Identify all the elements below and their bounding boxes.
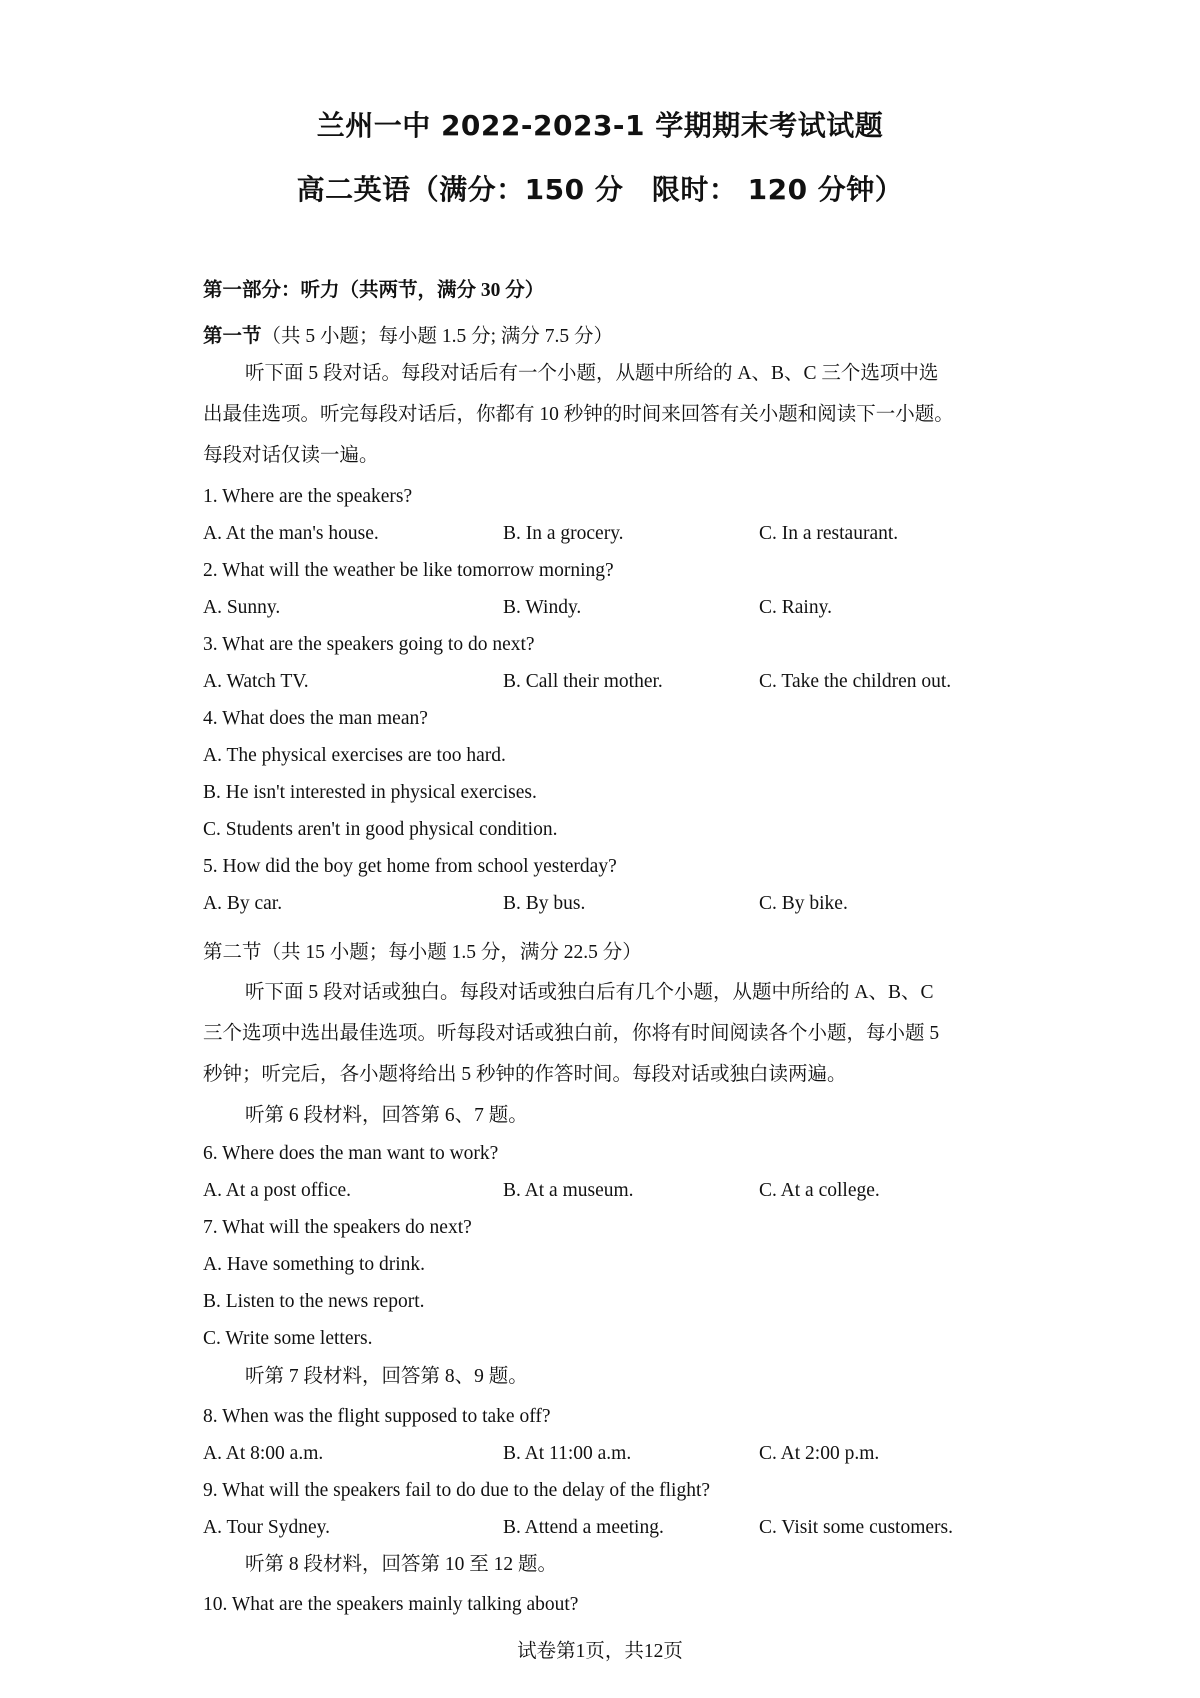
section1-heading-rest: （共 5 小题；每小题 1.5 分; 满分 7.5 分） (261, 326, 614, 347)
section2-instruction-line: 听下面 5 段对话或独白。每段对话或独白后有几个小题，从题中所给的 A、B、C (245, 982, 934, 1003)
section2-heading: 第二节（共 15 小题；每小题 1.5 分，满分 22.5 分） (203, 942, 642, 963)
option-c: C. Students aren't in good physical condition. (203, 819, 558, 840)
material-8-note: 听第 8 段材料，回答第 10 至 12 题。 (245, 1554, 558, 1575)
option-b: B. Listen to the news report. (203, 1291, 425, 1312)
option-a: A. At the man's house. (203, 523, 379, 544)
option-b: B. Call their mother. (503, 671, 663, 692)
option-b: B. By bus. (503, 893, 586, 914)
question-text: 5. How did the boy get home from school yesterday? (203, 856, 617, 877)
option-c: C. Visit some customers. (759, 1517, 954, 1538)
question-text: 6. Where does the man want to work? (203, 1143, 499, 1164)
option-c: C. Rainy. (759, 597, 832, 618)
option-a: A. By car. (203, 893, 283, 914)
page-footer: 试卷第1页，共12页 (517, 1641, 683, 1662)
option-a: A. At a post office. (203, 1180, 352, 1201)
option-c: C. At 2:00 p.m. (759, 1443, 880, 1464)
exam-subtitle: 高二英语（满分：150 分 限时： 120 分钟） (296, 173, 904, 206)
section1-heading (203, 325, 1003, 349)
exam-title: 兰州一中 2022-2023-1 学期期末考试试题 (316, 109, 884, 142)
option-a: A. Tour Sydney. (203, 1517, 331, 1538)
option-a: A. Have something to drink. (203, 1254, 426, 1275)
part1-heading: 第一部分：听力（共两节，满分 30 分） (203, 280, 545, 301)
material-6-note: 听第 6 段材料，回答第 6、7 题。 (245, 1105, 528, 1126)
option-c: C. Write some letters. (203, 1328, 373, 1349)
question-text: 4. What does the man mean? (203, 708, 428, 729)
question-text: 9. What will the speakers fail to do due to the delay of the flight? (203, 1480, 711, 1501)
option-b: B. He isn't interested in physical exercises. (203, 782, 537, 803)
option-b: B. In a grocery. (503, 523, 624, 544)
option-c: C. Take the children out. (759, 671, 952, 692)
option-b: B. At a museum. (503, 1180, 634, 1201)
section1-heading-label: 第一节 (203, 326, 262, 347)
option-b: B. At 11:00 a.m. (503, 1443, 632, 1464)
option-c: C. By bike. (759, 893, 848, 914)
question-text: 3. What are the speakers going to do next? (203, 634, 535, 655)
material-7-note: 听第 7 段材料，回答第 8、9 题。 (245, 1366, 528, 1387)
section1-instruction-line: 听下面 5 段对话。每段对话后有一个小题，从题中所给的 A、B、C 三个选项中选 (245, 363, 939, 384)
section1-instruction-line: 每段对话仅读一遍。 (203, 445, 379, 466)
option-a: A. Sunny. (203, 597, 281, 618)
question-text: 10. What are the speakers mainly talking about? (203, 1594, 579, 1615)
section2-instruction-line: 秒钟；听完后，各小题将给出 5 秒钟的作答时间。每段对话或独白读两遍。 (203, 1064, 847, 1085)
option-a: A. Watch TV. (203, 671, 309, 692)
option-a: A. At 8:00 a.m. (203, 1443, 324, 1464)
option-b: B. Windy. (503, 597, 582, 618)
option-a: A. The physical exercises are too hard. (203, 745, 506, 766)
section1-instruction-line: 出最佳选项。听完每段对话后，你都有 10 秒钟的时间来回答有关小题和阅读下一小题。 (203, 404, 954, 425)
option-c: C. In a restaurant. (759, 523, 899, 544)
question-text: 2. What will the weather be like tomorrow morning? (203, 560, 614, 581)
question-text: 1. Where are the speakers? (203, 486, 413, 507)
question-text: 7. What will the speakers do next? (203, 1217, 472, 1238)
option-b: B. Attend a meeting. (503, 1517, 664, 1538)
option-c: C. At a college. (759, 1180, 880, 1201)
section2-instruction-line: 三个选项中选出最佳选项。听每段对话或独白前，你将有时间阅读各个小题，每小题 5 (203, 1023, 940, 1044)
question-text: 8. When was the flight supposed to take off? (203, 1406, 551, 1427)
